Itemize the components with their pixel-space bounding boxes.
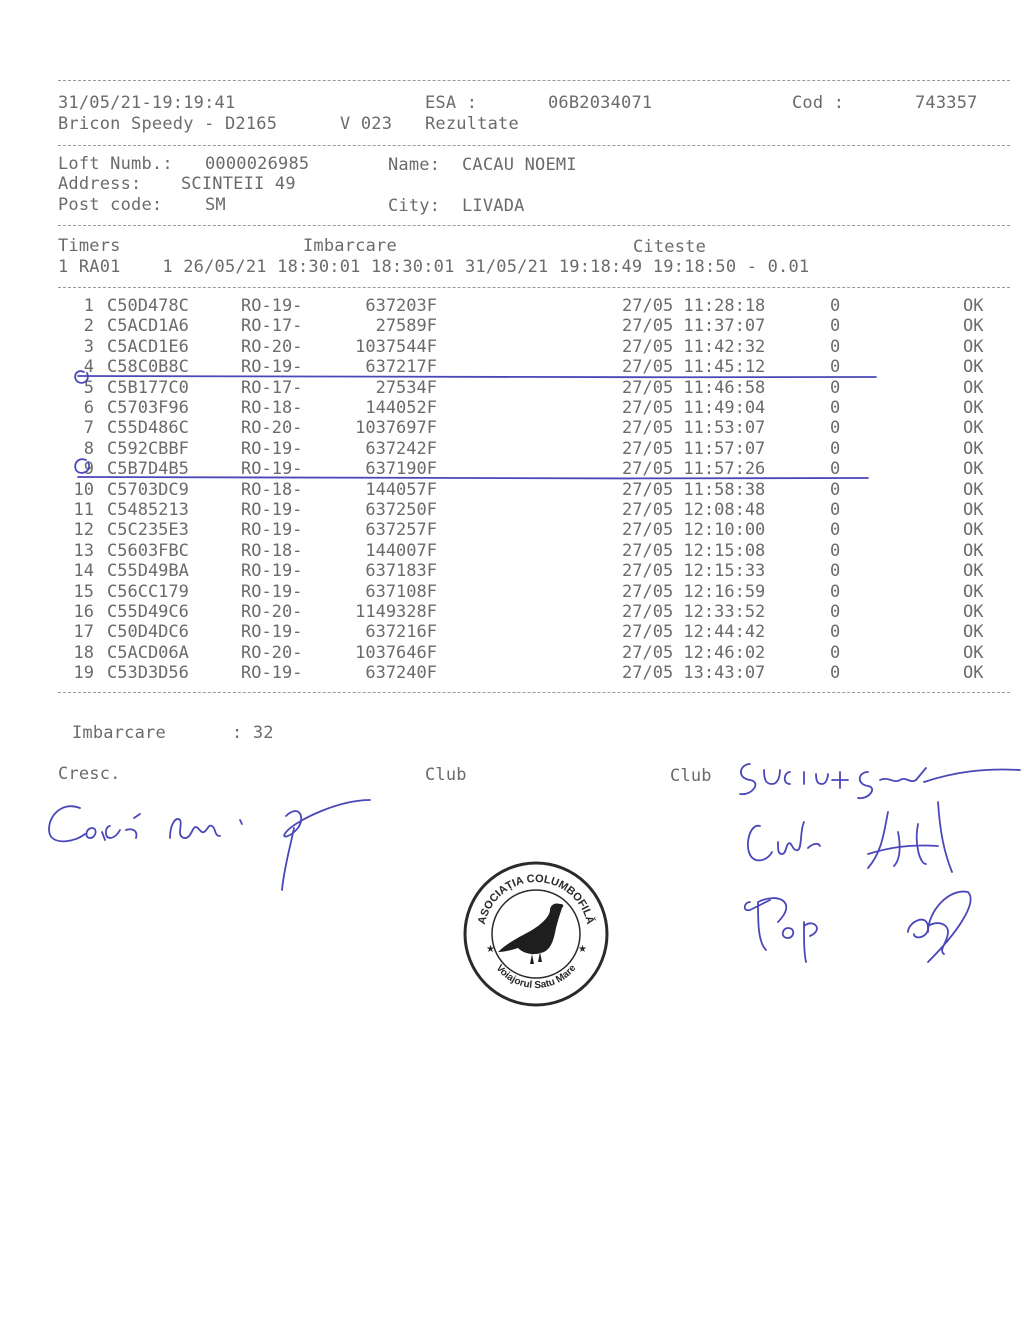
row-zero: 0 [830,663,841,684]
table-row [0,582,1024,602]
ring-number: 637257F [365,520,437,541]
owner-signature [40,790,380,900]
row-index: 14 [73,561,94,582]
ring-country-year: RO-20- [241,336,303,357]
ring-number: 27534F [375,377,437,398]
ring-number: 637250F [365,500,437,520]
table-row [0,296,1024,316]
timers-imbarcare-label: Imbarcare [303,236,397,256]
cod-label: Cod : [792,93,845,113]
ring-number: 637217F [365,357,437,378]
address-label: Address: [58,174,142,194]
report-mode: Rezultate [425,114,519,134]
row-zero: 0 [830,540,841,561]
ring-code: C5703F96 [107,398,189,418]
table-row [0,663,1024,683]
status-ok: OK [963,357,984,378]
ring-code: C55D49C6 [107,602,189,622]
ring-country-year: RO-20- [241,642,303,663]
imbarcare-label: Imbarcare [72,723,166,743]
table-row [0,643,1024,663]
ring-number: 27589F [375,316,437,337]
status-ok: OK [963,479,984,500]
row-zero: 0 [830,479,841,500]
timers-line: 1 RA01 1 26/05/21 18:30:01 18:30:01 31/05/21 19:18:49 19:18:50 - 0.01 [58,257,810,277]
ring-code: C50D478C [107,296,189,316]
row-index: 16 [73,602,94,622]
row-index: 11 [73,500,94,520]
row-index: 15 [73,581,94,602]
arrival-time: 27/05 11:37:07 [622,316,766,337]
status-ok: OK [963,459,984,480]
arrival-time: 27/05 11:57:07 [622,438,766,459]
ring-number: 637242F [365,438,437,459]
ring-code: C5485213 [107,500,189,520]
ring-number: 637183F [365,561,437,582]
ring-code: C58C0B8C [107,357,189,378]
row-zero: 0 [830,622,841,643]
ring-country-year: RO-19- [241,296,303,316]
row-zero: 0 [830,296,841,316]
stamp-bottom-text: Voiajorul Satu Mare [493,962,579,992]
ring-country-year: RO-19- [241,622,303,643]
arrival-time: 27/05 11:57:26 [622,459,766,480]
divider-top [58,80,1010,81]
table-row [0,418,1024,438]
ring-code: C592CBBF [107,438,189,459]
address-value: SCINTEII 49 [181,174,296,194]
row-index: 2 [83,316,94,337]
row-zero: 0 [830,581,841,602]
divider-header [58,145,1010,146]
row-zero: 0 [830,561,841,582]
row-zero: 0 [830,500,841,520]
row-index: 1 [83,296,94,316]
ring-country-year: RO-19- [241,561,303,582]
status-ok: OK [963,336,984,357]
status-ok: OK [963,316,984,337]
arrival-time: 27/05 11:49:04 [622,398,766,418]
status-ok: OK [963,561,984,582]
table-row [0,602,1024,622]
imbarcare-value: : 32 [232,723,274,743]
status-ok: OK [963,602,984,622]
status-ok: OK [963,581,984,602]
row-zero: 0 [830,438,841,459]
row-index: 4 [83,357,94,378]
table-row [0,378,1024,398]
status-ok: OK [963,540,984,561]
status-ok: OK [963,500,984,520]
esa-value: 06B2034071 [548,93,653,113]
device-name: Bricon Speedy - D2165 [58,114,278,134]
row-index: 8 [83,438,94,459]
arrival-time: 27/05 12:15:08 [622,540,766,561]
ring-number: 1037646F [355,642,437,663]
esa-label: ESA : [425,93,478,113]
row-zero: 0 [830,520,841,541]
status-ok: OK [963,622,984,643]
row-zero: 0 [830,357,841,378]
status-ok: OK [963,418,984,439]
cod-value: 743357 [915,93,978,113]
table-row [0,622,1024,642]
arrival-time: 27/05 11:53:07 [622,418,766,439]
ring-country-year: RO-17- [241,316,303,337]
arrival-time: 27/05 12:15:33 [622,561,766,582]
postcode-label: Post code: [58,195,163,215]
ring-number: 637108F [365,581,437,602]
ring-number: 637240F [365,663,437,684]
arrival-time: 27/05 13:43:07 [622,663,766,684]
row-index: 5 [83,377,94,398]
row-index: 10 [73,479,94,500]
association-stamp [462,860,610,1008]
svg-text:★: ★ [578,944,587,955]
cresc-label: Cresc. [58,764,121,784]
ring-country-year: RO-20- [241,418,303,439]
ring-country-year: RO-18- [241,479,303,500]
ring-number: 637203F [365,296,437,316]
table-row [0,541,1024,561]
row-zero: 0 [830,418,841,439]
postcode-value: SM [205,195,226,215]
ring-country-year: RO-18- [241,540,303,561]
ring-country-year: RO-19- [241,520,303,541]
pigeon-icon [498,903,563,964]
ring-country-year: RO-17- [241,377,303,398]
ring-number: 144052F [365,398,437,418]
row-zero: 0 [830,459,841,480]
club-label-2: Club [670,766,712,786]
ring-code: C5ACD1E6 [107,336,189,357]
row-zero: 0 [830,398,841,418]
row-index: 13 [73,540,94,561]
row-index: 6 [83,398,94,418]
svg-text:ASOCIAȚIA COLUMBOFILĂ [476,873,597,926]
ring-number: 144007F [365,540,437,561]
table-row [0,337,1024,357]
ring-code: C5603FBC [107,540,189,561]
ring-country-year: RO-20- [241,602,303,622]
status-ok: OK [963,398,984,418]
ring-number: 637216F [365,622,437,643]
city-label: City: [388,196,441,216]
ring-country-year: RO-19- [241,663,303,684]
club-signatures [728,752,1024,992]
ring-number: 1037544F [355,336,437,357]
ring-code: C55D486C [107,418,189,439]
arrival-time: 27/05 12:33:52 [622,602,766,622]
divider-table-end [58,692,1010,693]
timers-label: Timers [58,236,121,256]
status-ok: OK [963,520,984,541]
arrival-time: 27/05 11:42:32 [622,336,766,357]
divider-owner [58,225,1010,226]
divider-timers [58,287,1010,288]
ring-code: C56CC179 [107,581,189,602]
table-row [0,500,1024,520]
stamp-top-text: ASOCIAȚIA COLUMBOFILĂ [475,872,597,926]
ring-code: C5ACD06A [107,642,189,663]
arrival-time: 27/05 12:46:02 [622,642,766,663]
print-datetime: 31/05/21-19:19:41 [58,93,236,113]
table-row [0,480,1024,500]
status-ok: OK [963,438,984,459]
table-row [0,357,1024,377]
ring-code: C55D49BA [107,561,189,582]
ring-code: C50D4DC6 [107,622,189,643]
status-ok: OK [963,377,984,398]
table-row [0,459,1024,479]
arrival-time: 27/05 12:08:48 [622,500,766,520]
ring-number: 144057F [365,479,437,500]
device-version: V 023 [340,114,393,134]
loft-label: Loft Numb.: [58,154,173,174]
table-row [0,398,1024,418]
row-zero: 0 [830,336,841,357]
arrival-time: 27/05 11:45:12 [622,357,766,378]
city-value: LIVADA [462,196,525,216]
status-ok: OK [963,642,984,663]
ring-country-year: RO-19- [241,357,303,378]
arrival-time: 27/05 11:58:38 [622,479,766,500]
table-row [0,316,1024,336]
table-row [0,561,1024,581]
loft-value: 0000026985 [205,154,310,174]
status-ok: OK [963,663,984,684]
name-label: Name: [388,155,441,175]
arrival-time: 27/05 11:28:18 [622,296,766,316]
row-index: 17 [73,622,94,643]
ring-number: 1149328F [355,602,437,622]
ring-country-year: RO-19- [241,500,303,520]
row-zero: 0 [830,642,841,663]
ring-country-year: RO-19- [241,438,303,459]
status-ok: OK [963,296,984,316]
ring-code: C53D3D56 [107,663,189,684]
arrival-time: 27/05 11:46:58 [622,377,766,398]
svg-text:★: ★ [486,944,495,955]
table-row [0,520,1024,540]
club-label-1: Club [425,765,467,785]
ring-number: 1037697F [355,418,437,439]
table-row [0,439,1024,459]
arrival-time: 27/05 12:10:00 [622,520,766,541]
row-index: 19 [73,663,94,684]
name-value: CACAU NOEMI [462,155,577,175]
ring-code: C5C235E3 [107,520,189,541]
ring-country-year: RO-18- [241,398,303,418]
row-index: 3 [83,336,94,357]
ring-number: 637190F [365,459,437,480]
ring-country-year: RO-19- [241,459,303,480]
arrival-time: 27/05 12:44:42 [622,622,766,643]
row-index: 12 [73,520,94,541]
row-index: 7 [83,418,94,439]
row-zero: 0 [830,602,841,622]
row-zero: 0 [830,316,841,337]
row-index: 9 [83,459,94,480]
ring-code: C5B7D4B5 [107,459,189,480]
ring-code: C5703DC9 [107,479,189,500]
timers-citeste-label: Citeste [633,237,707,257]
row-index: 18 [73,642,94,663]
arrival-time: 27/05 12:16:59 [622,581,766,602]
ring-code: C5B177C0 [107,377,189,398]
ring-country-year: RO-19- [241,581,303,602]
ring-code: C5ACD1A6 [107,316,189,337]
row-zero: 0 [830,377,841,398]
